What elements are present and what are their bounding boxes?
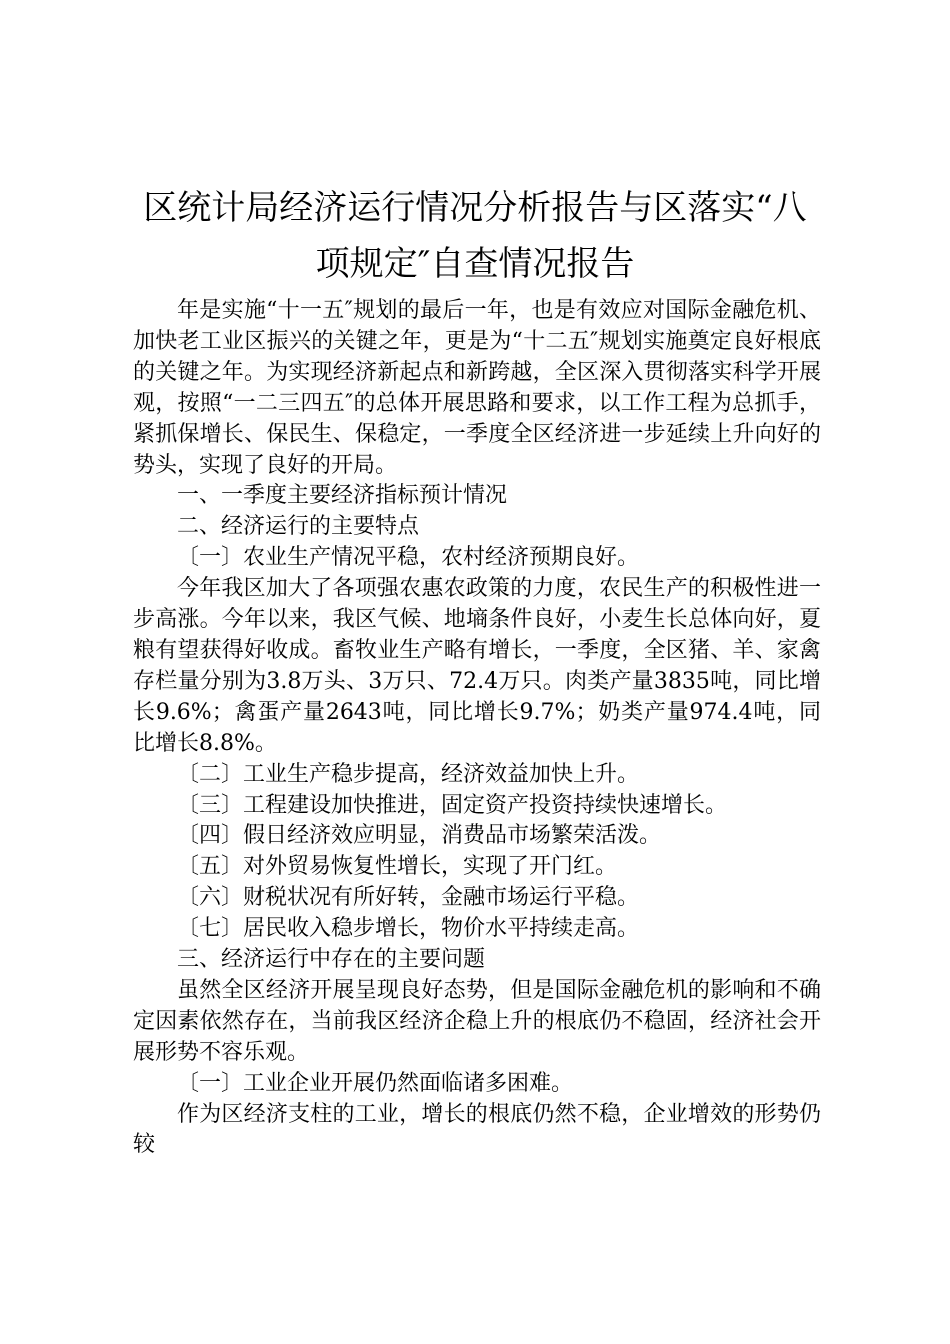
paragraph-intro: 年是实施“十一五″规划的最后一年，也是有效应对国际金融危机、加快老工业区振兴的关键之年，更是为“十二五″规划实施奠定良好根底的关键之年。为实现经济新起点和新跨越，全区深入贯彻落实科学开展观，按照“一二三四五″的总体开展思路和要求，以工作工程为总抓手，紧抓保增长、保民生、保稳定，一季度全区经济进一步延续上升向好的势头，实现了良好的开局。 bbox=[133, 298, 821, 478]
section-heading-2: 二、经济运行的主要特点 bbox=[177, 514, 420, 540]
subsection-heading-2-7: 〔七〕居民收入稳步增长，物价水平持续走高。 bbox=[177, 916, 640, 942]
subsection-heading-2-5: 〔五〕对外贸易恢复性增长，实现了开门红。 bbox=[177, 854, 618, 880]
document-body bbox=[133, 296, 821, 1161]
section-heading-1: 一、一季度主要经济指标预计情况 bbox=[177, 483, 508, 509]
paragraph-agriculture: 今年我区加大了各项强农惠农政策的力度，农民生产的积极性进一步高涨。今年以来，我区气候、地墒条件良好，小麦生长总体向好，夏粮有望获得好收成。畜牧业生产略有增长，一季度，全区猪、羊、家禽存栏量分别为3.8万头、3万只、72.4万只。肉类产量3835吨，同比增长9.6%；禽蛋产量2643吨，同比增长9.7%；奶类产量974.4吨，同比增长8.8%。 bbox=[133, 576, 821, 756]
paragraph-problems: 虽然全区经济开展呈现良好态势，但是国际金融危机的影响和不确定因素依然存在，当前我区经济企稳上升的根底仍不稳固，经济社会开展形势不容乐观。 bbox=[133, 977, 821, 1065]
subsection-heading-2-4: 〔四〕假日经济效应明显，消费品市场繁荣活泼。 bbox=[177, 823, 662, 849]
section-heading-3: 三、经济运行中存在的主要问题 bbox=[177, 947, 486, 973]
subsection-heading-2-6: 〔六〕财税状况有所好转，金融市场运行平稳。 bbox=[177, 885, 640, 911]
subsection-heading-3-1: 〔一〕工业企业开展仍然面临诸多困难。 bbox=[177, 1070, 574, 1096]
document-title-line-2: 项规定″自查情况报告 bbox=[315, 244, 635, 284]
subsection-heading-2-1: 〔一〕农业生产情况平稳，农村经济预期良好。 bbox=[177, 545, 640, 571]
subsection-heading-2-3: 〔三〕工程建设加快推进，固定资产投资持续快速增长。 bbox=[177, 792, 728, 818]
subsection-heading-2-2: 〔二〕工业生产稳步提高，经济效益加快上升。 bbox=[177, 761, 640, 787]
document-title-line-1: 区统计局经济运行情况分析报告与区落实“八 bbox=[143, 188, 807, 228]
paragraph-industry: 作为区经济支柱的工业，增长的根底仍然不稳，企业增效的形势仍较 bbox=[133, 1101, 821, 1158]
